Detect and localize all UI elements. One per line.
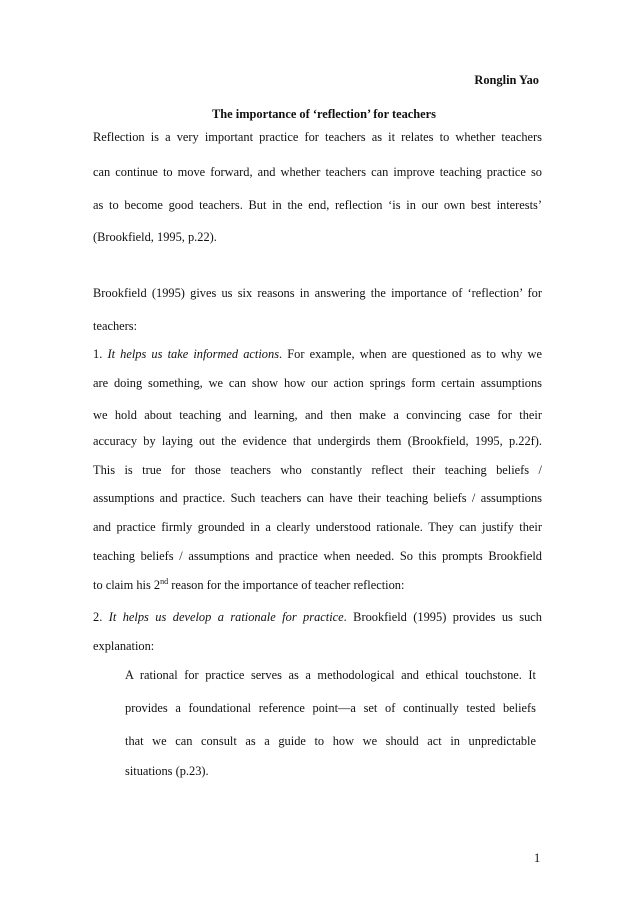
author-name: Ronglin Yao — [474, 73, 539, 87]
reason-1-heading-line — [93, 346, 542, 362]
text-line: are doing something, we can show how our action springs form certain assumptions — [93, 376, 542, 390]
text-line: assumptions and practice. Such teachers can have their teaching beliefs / assumptions — [93, 491, 542, 505]
reason-text: . Brookfield (1995) provides us such — [343, 610, 542, 624]
reason-1-closing-line — [93, 577, 542, 593]
quote-line: situations (p.23). — [125, 764, 209, 778]
ordinal-superscript: nd — [160, 576, 169, 586]
text-line: Reflection is a very important practice for teachers as it relates to whether teachers — [93, 130, 542, 144]
reason-number: 1. — [93, 347, 103, 361]
text-line: and practice firmly grounded in a clearly understood rationale. They can justify their — [93, 520, 542, 534]
reason-text: . For example, when are questioned as to why we — [279, 347, 542, 361]
text-line: This is true for those teachers who constantly reflect their teaching beliefs / — [93, 463, 542, 477]
text-fragment: reason for the importance of teacher reflection: — [168, 578, 405, 592]
text-line: (Brookfield, 1995, p.22). — [93, 230, 217, 244]
text-line: explanation: — [93, 639, 155, 653]
text-line: accuracy by laying out the evidence that undergirds them (Brookfield, 1995, p.22f). — [93, 434, 542, 448]
text-line: teachers: — [93, 319, 138, 333]
text-line: Brookfield (1995) gives us six reasons in answering the importance of ‘reflection’ for — [93, 286, 542, 300]
document-title: The importance of ‘reflection’ for teachers — [212, 107, 436, 121]
reason-2-heading-line — [93, 609, 542, 625]
text-line: teaching beliefs / assumptions and practice when needed. So this prompts Brookfield — [93, 549, 542, 563]
quote-line: that we can consult as a guide to how we should act in unpredictable — [125, 734, 536, 748]
text-line: as to become good teachers. But in the end, reflection ‘is in our own best interests’ — [93, 198, 542, 212]
reason-heading: It helps us develop a rationale for practice — [108, 610, 344, 624]
reason-number: 2. — [93, 610, 103, 624]
text-line: we hold about teaching and learning, and then make a convincing case for their — [93, 408, 542, 422]
page-number: 1 — [534, 851, 541, 865]
quote-line: A rational for practice serves as a methodological and ethical touchstone. It — [125, 668, 536, 682]
quote-line: provides a foundational reference point—a set of continually tested beliefs — [125, 701, 536, 715]
reason-heading: It helps us take informed actions — [107, 347, 280, 361]
text-fragment: to claim his 2 — [93, 578, 161, 592]
text-line: can continue to move forward, and whether teachers can improve teaching practice so — [93, 165, 542, 179]
